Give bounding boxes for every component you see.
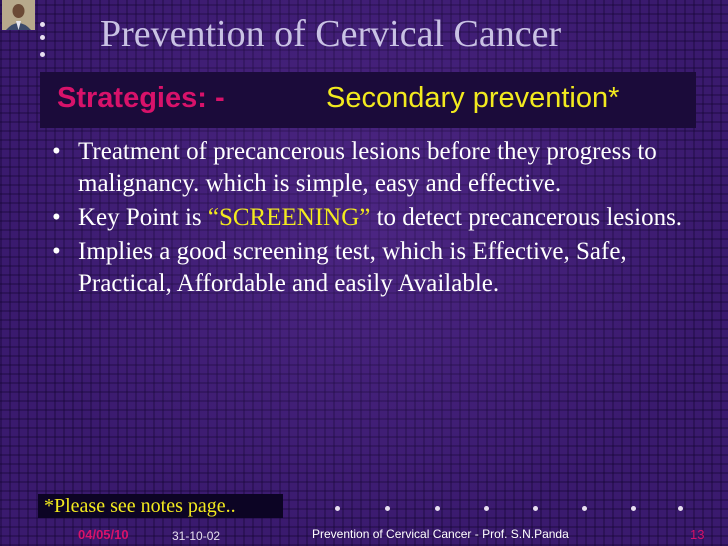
- bullet-text-suffix: to detect precancerous lesions.: [370, 204, 683, 231]
- bullet-item: [52, 136, 702, 200]
- decorative-dots-right: [335, 506, 695, 514]
- dot: [40, 52, 45, 57]
- dot: [385, 506, 390, 511]
- dot: [582, 506, 587, 511]
- page-number: 13: [690, 527, 705, 542]
- dot: [40, 35, 45, 40]
- bullet-list: [52, 136, 702, 302]
- footer-date-secondary: 31-10-02: [172, 529, 221, 543]
- bullet-glyph: •: [52, 138, 61, 165]
- bullet-glyph: •: [52, 238, 61, 265]
- bullet-text: Treatment of precancerous lesions before they progress to malignancy. which is simple, easy and effective.: [78, 138, 657, 197]
- dot: [533, 506, 538, 511]
- bullet-text: Implies a good screening test, which is Effective, Safe, Practical, Affordable and easily Available.: [78, 238, 627, 297]
- bullet-item: [52, 202, 702, 234]
- screening-highlight: “SCREENING”: [207, 204, 371, 231]
- notes-reference: *Please see notes page..: [38, 494, 283, 518]
- footer-date: 04/05/10: [78, 527, 129, 542]
- strategy-label: Strategies: -: [57, 82, 225, 114]
- dot: [40, 22, 45, 27]
- dot: [631, 506, 636, 511]
- strategy-value: Secondary prevention*: [326, 82, 620, 114]
- dot: [435, 506, 440, 511]
- bullet-item: [52, 236, 702, 300]
- bullet-glyph: •: [52, 204, 61, 231]
- decorative-dots-left: [38, 22, 48, 67]
- bullet-text-prefix: Key Point is: [78, 204, 208, 231]
- dot: [484, 506, 489, 511]
- presenter-photo: [2, 0, 35, 30]
- slide-title: Prevention of Cervical Cancer: [100, 13, 562, 55]
- footer-title: Prevention of Cervical Cancer - Prof. S.N.Panda: [312, 527, 569, 541]
- dot: [678, 506, 683, 511]
- dot: [335, 506, 340, 511]
